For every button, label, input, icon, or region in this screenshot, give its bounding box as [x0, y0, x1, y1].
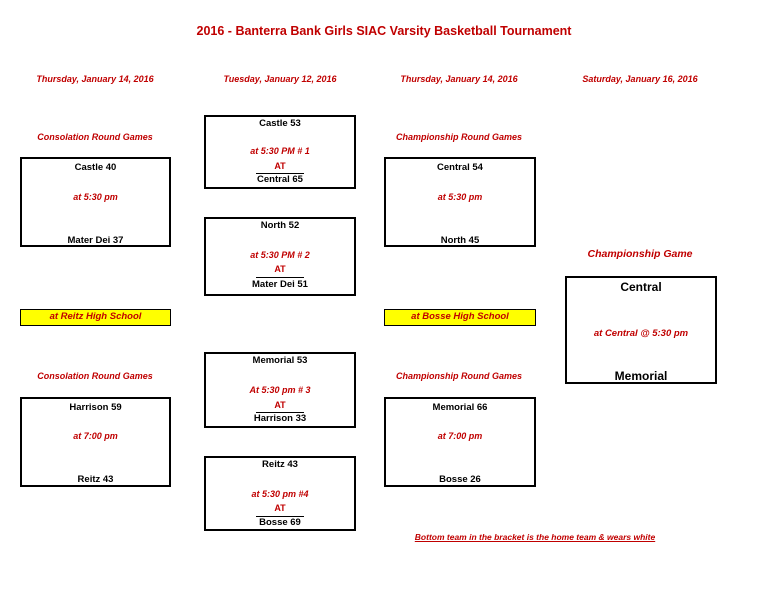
game-time: At 5:30 pm # 3: [249, 385, 311, 395]
at-label: AT: [274, 264, 286, 274]
team-top: Harrison 59: [69, 402, 122, 413]
championship-round-game-2: [384, 397, 536, 487]
first-round-game-2: [204, 217, 356, 296]
consolation-heading-bottom: Consolation Round Games: [37, 371, 153, 381]
home-team-note: Bottom team in the bracket is the home team & wears white: [414, 532, 656, 542]
game-time: at Central @ 5:30 pm: [593, 328, 689, 339]
team-bottom: Central 65: [257, 174, 303, 185]
team-top: Castle 53: [259, 118, 301, 129]
venue-label-right: at Bosse High School: [384, 309, 536, 326]
divider: [256, 277, 304, 278]
at-label: AT: [274, 400, 286, 410]
date-col4: Saturday, January 16, 2016: [582, 74, 698, 84]
date-col3: Thursday, January 14, 2016: [400, 74, 518, 84]
game-time: at 5:30 pm #4: [251, 489, 309, 499]
game-time: at 5:30 PM # 2: [250, 250, 310, 260]
team-top: Central: [620, 280, 662, 294]
consolation-game-1: [20, 157, 171, 247]
team-top: Memorial 66: [432, 402, 488, 413]
date-col2: Tuesday, January 12, 2016: [223, 74, 337, 84]
venue-label-left: at Reitz High School: [20, 309, 171, 326]
game-time: at 5:30 pm: [73, 192, 118, 202]
game-time: at 7:00 pm: [437, 431, 483, 441]
game-time: at 7:00 pm: [73, 431, 118, 441]
team-bottom: Mater Dei 51: [252, 279, 308, 290]
championship-game-heading: Championship Game: [587, 248, 693, 260]
championship-heading-top: Championship Round Games: [395, 132, 522, 142]
consolation-heading-top: Consolation Round Games: [37, 132, 153, 142]
team-bottom: Bosse 69: [259, 517, 301, 528]
team-bottom: Reitz 43: [77, 474, 114, 485]
team-top: Central 54: [437, 162, 483, 173]
first-round-game-3: [204, 352, 356, 428]
page-title: 2016 - Banterra Bank Girls SIAC Varsity Basketball Tournament: [196, 24, 572, 38]
team-top: Memorial 53: [252, 355, 308, 366]
championship-heading-bottom: Championship Round Games: [395, 371, 522, 381]
game-time: at 5:30 pm: [437, 192, 483, 202]
game-time: at 5:30 PM # 1: [250, 146, 310, 156]
championship-game: [565, 276, 717, 384]
team-bottom: Mater Dei 37: [67, 235, 124, 246]
team-bottom: Memorial: [614, 369, 668, 383]
team-top: Reitz 43: [262, 459, 298, 470]
team-bottom: Harrison 33: [253, 413, 307, 424]
at-label: AT: [274, 161, 286, 171]
at-label: AT: [274, 503, 286, 513]
date-col1: Thursday, January 14, 2016: [36, 74, 154, 84]
championship-round-game-1: [384, 157, 536, 247]
team-top: Castle 40: [74, 162, 117, 173]
consolation-game-2: [20, 397, 171, 487]
team-bottom: Bosse 26: [439, 474, 481, 485]
team-bottom: North 45: [440, 235, 480, 246]
first-round-game-4: [204, 456, 356, 531]
team-top: North 52: [260, 220, 300, 231]
first-round-game-1: [204, 115, 356, 189]
